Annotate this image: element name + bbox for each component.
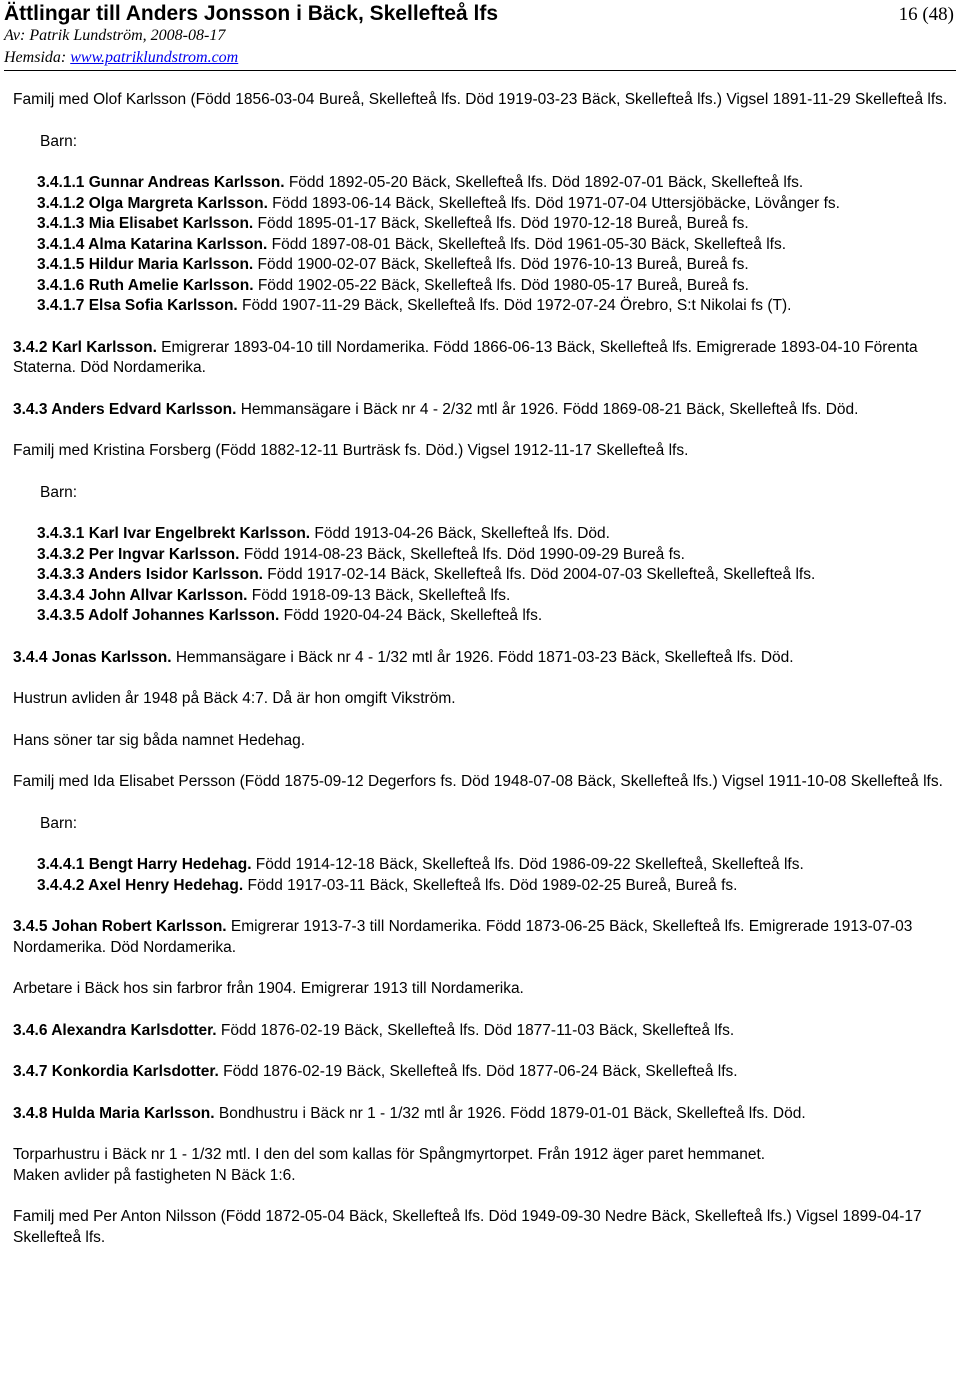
family-line: Familj med Olof Karlsson (Född 1856-03-04 Bureå, Skellefteå lfs. Död 1919-03-23 Bäck, Skellefteå lfs.) Vigsel 1891-11-29 Skellefteå lfs. — [13, 91, 948, 108]
person-name: 3.4.4 Jonas Karlsson. — [13, 648, 172, 666]
document-body — [13, 90, 948, 1248]
children-label: Barn: — [40, 814, 78, 832]
child-entry — [37, 235, 948, 256]
note-line: Torparhustru i Bäck nr 1 - 1/32 mtl. I den del som kallas för Spångmyrtorpet. Från 1912 äger paret hemmanet. — [13, 1146, 766, 1163]
person-entry — [13, 338, 948, 379]
child-entry — [37, 296, 948, 317]
person-details: Född 1876-02-19 Bäck, Skellefteå lfs. Död 1877-06-24 Bäck, Skellefteå lfs. — [218, 1063, 738, 1080]
children-label: Barn: — [40, 132, 78, 150]
child-details: Född 1907-11-29 Bäck, Skellefteå lfs. Död 1972-07-24 Örebro, S:t Nikolai fs (T). — [237, 297, 792, 314]
child-name: 3.4.4.1 Bengt Harry Hedehag. — [37, 856, 252, 873]
person-name: 3.4.8 Hulda Maria Karlsson. — [13, 1104, 215, 1122]
child-entry — [37, 855, 948, 876]
child-details: Född 1893-06-14 Bäck, Skellefteå lfs. Död 1971-07-04 Uttersjöbäcke, Lövånger fs. — [267, 194, 840, 212]
person-entry — [13, 1021, 948, 1042]
child-name: 3.4.1.4 Alma Katarina Karlsson. — [37, 235, 268, 253]
child-details: Född 1902-05-22 Bäck, Skellefteå lfs. Död 1980-05-17 Bureå, Bureå fs. — [253, 276, 749, 294]
child-name: 3.4.4.2 Axel Henry Hedehag. — [37, 876, 244, 894]
header-divider — [4, 70, 956, 71]
child-entry — [37, 876, 948, 897]
child-details: Född 1895-01-17 Bäck, Skellefteå lfs. Död 1970-12-18 Bureå, Bureå fs. — [253, 215, 749, 232]
child-entry — [37, 606, 948, 627]
child-name: 3.4.1.2 Olga Margreta Karlsson. — [37, 194, 268, 212]
person-entry — [13, 400, 948, 421]
person-details: Hemmansägare i Bäck nr 4 - 1/32 mtl år 1926. Född 1871-03-23 Bäck, Skellefteå lfs. Död. — [171, 648, 794, 666]
child-entry — [37, 524, 948, 545]
note-line: Arbetare i Bäck hos sin farbror från 1904. Emigrerar 1913 till Nordamerika. — [13, 980, 524, 997]
child-entry — [37, 214, 948, 235]
page-number: 16 (48) — [898, 4, 954, 25]
child-entry — [37, 586, 948, 607]
note-line: Maken avlider på fastigheten N Bäck 1:6. — [13, 1166, 296, 1184]
child-name: 3.4.1.3 Mia Elisabet Karlsson. — [37, 215, 254, 232]
child-entry — [37, 255, 948, 276]
author-line: Av: Patrik Lundström, 2008-08-17 — [4, 27, 226, 44]
child-details: Född 1914-12-18 Bäck, Skellefteå lfs. Död 1986-09-22 Skellefteå, Skellefteå lfs. — [251, 856, 804, 873]
family-line: Familj med Per Anton Nilsson (Född 1872-05-04 Bäck, Skellefteå lfs. Död 1949-09-30 Nedre Bäck, Skellefteå lfs.) Vigsel 1899-04-17 Skellefteå lfs. — [13, 1208, 922, 1246]
child-entry — [37, 565, 948, 586]
child-details: Född 1914-08-23 Bäck, Skellefteå lfs. Död 1990-09-29 Bureå fs. — [239, 545, 685, 563]
document-title: Ättlingar till Anders Jonsson i Bäck, Skellefteå lfs — [4, 2, 499, 25]
person-name: 3.4.6 Alexandra Karlsdotter. — [13, 1021, 217, 1039]
person-name: 3.4.5 Johan Robert Karlsson. — [13, 918, 227, 935]
child-name: 3.4.3.3 Anders Isidor Karlsson. — [37, 566, 263, 583]
child-details: Född 1913-04-26 Bäck, Skellefteå lfs. Död. — [310, 525, 610, 542]
person-details: Född 1876-02-19 Bäck, Skellefteå lfs. Död 1877-11-03 Bäck, Skellefteå lfs. — [216, 1021, 735, 1039]
person-entry — [13, 917, 948, 958]
child-name: 3.4.1.5 Hildur Maria Karlsson. — [37, 256, 254, 273]
child-name: 3.4.3.4 John Allvar Karlsson. — [37, 586, 248, 604]
child-details: Född 1897-08-01 Bäck, Skellefteå lfs. Död 1961-05-30 Bäck, Skellefteå lfs. — [267, 235, 786, 253]
child-entry — [37, 194, 948, 215]
person-entry — [13, 1062, 948, 1083]
note-line: Hans söner tar sig båda namnet Hedehag. — [13, 731, 306, 749]
person-details: Bondhustru i Bäck nr 1 - 1/32 mtl år 1926. Född 1879-01-01 Bäck, Skellefteå lfs. Död. — [214, 1104, 806, 1122]
note-line: Hustrun avliden år 1948 på Bäck 4:7. Då är hon omgift Vikström. — [13, 690, 456, 707]
child-name: 3.4.1.6 Ruth Amelie Karlsson. — [37, 276, 254, 294]
child-details: Född 1917-02-14 Bäck, Skellefteå lfs. Död 2004-07-03 Skellefteå, Skellefteå lfs. — [262, 566, 816, 583]
child-details: Född 1900-02-07 Bäck, Skellefteå lfs. Död 1976-10-13 Bureå, Bureå fs. — [253, 256, 749, 273]
person-name: 3.4.7 Konkordia Karlsdotter. — [13, 1063, 219, 1080]
homepage-link[interactable]: www.patriklundstrom.com — [70, 49, 239, 66]
homepage-line — [4, 48, 238, 67]
child-entry — [37, 545, 948, 566]
person-details: Emigrerar 1913-7-3 till Nordamerika. Född 1873-06-25 Bäck, Skellefteå lfs. Emigrerade 1913-07-03 Nordamerika. Död Nordamerika. — [13, 918, 913, 956]
person-entry — [13, 648, 948, 669]
child-details: Född 1892-05-20 Bäck, Skellefteå lfs. Död 1892-07-01 Bäck, Skellefteå lfs. — [284, 174, 804, 191]
family-line: Familj med Kristina Forsberg (Född 1882-12-11 Burträsk fs. Död.) Vigsel 1912-11-17 Skellefteå lfs. — [13, 442, 689, 459]
person-name: 3.4.2 Karl Karlsson. — [13, 338, 157, 356]
homepage-label: Hemsida: — [4, 49, 67, 66]
children-label: Barn: — [40, 483, 78, 501]
child-details: Född 1917-03-11 Bäck, Skellefteå lfs. Död 1989-02-25 Bureå, Bureå fs. — [243, 876, 738, 894]
person-details: Hemmansägare i Bäck nr 4 - 2/32 mtl år 1926. Född 1869-08-21 Bäck, Skellefteå lfs. Död. — [236, 400, 859, 418]
child-name: 3.4.1.1 Gunnar Andreas Karlsson. — [37, 174, 285, 191]
person-entry — [13, 1104, 948, 1125]
person-name: 3.4.3 Anders Edvard Karlsson. — [13, 400, 237, 418]
person-details: Emigrerar 1893-04-10 till Nordamerika. Född 1866-06-13 Bäck, Skellefteå lfs. Emigrerade 1893-04-10 Förenta Staterna. Död Nordamerika. — [13, 338, 918, 376]
child-details: Född 1920-04-24 Bäck, Skellefteå lfs. — [279, 607, 543, 624]
child-details: Född 1918-09-13 Bäck, Skellefteå lfs. — [247, 586, 511, 604]
child-name: 3.4.3.5 Adolf Johannes Karlsson. — [37, 607, 280, 624]
family-line: Familj med Ida Elisabet Persson (Född 1875-09-12 Degerfors fs. Död 1948-07-08 Bäck, Skellefteå lfs.) Vigsel 1911-10-08 Skellefteå lfs. — [13, 773, 943, 790]
child-name: 3.4.3.2 Per Ingvar Karlsson. — [37, 545, 240, 563]
child-entry — [37, 276, 948, 297]
child-name: 3.4.3.1 Karl Ivar Engelbrekt Karlsson. — [37, 525, 311, 542]
child-name: 3.4.1.7 Elsa Sofia Karlsson. — [37, 297, 238, 314]
child-entry — [37, 173, 948, 194]
